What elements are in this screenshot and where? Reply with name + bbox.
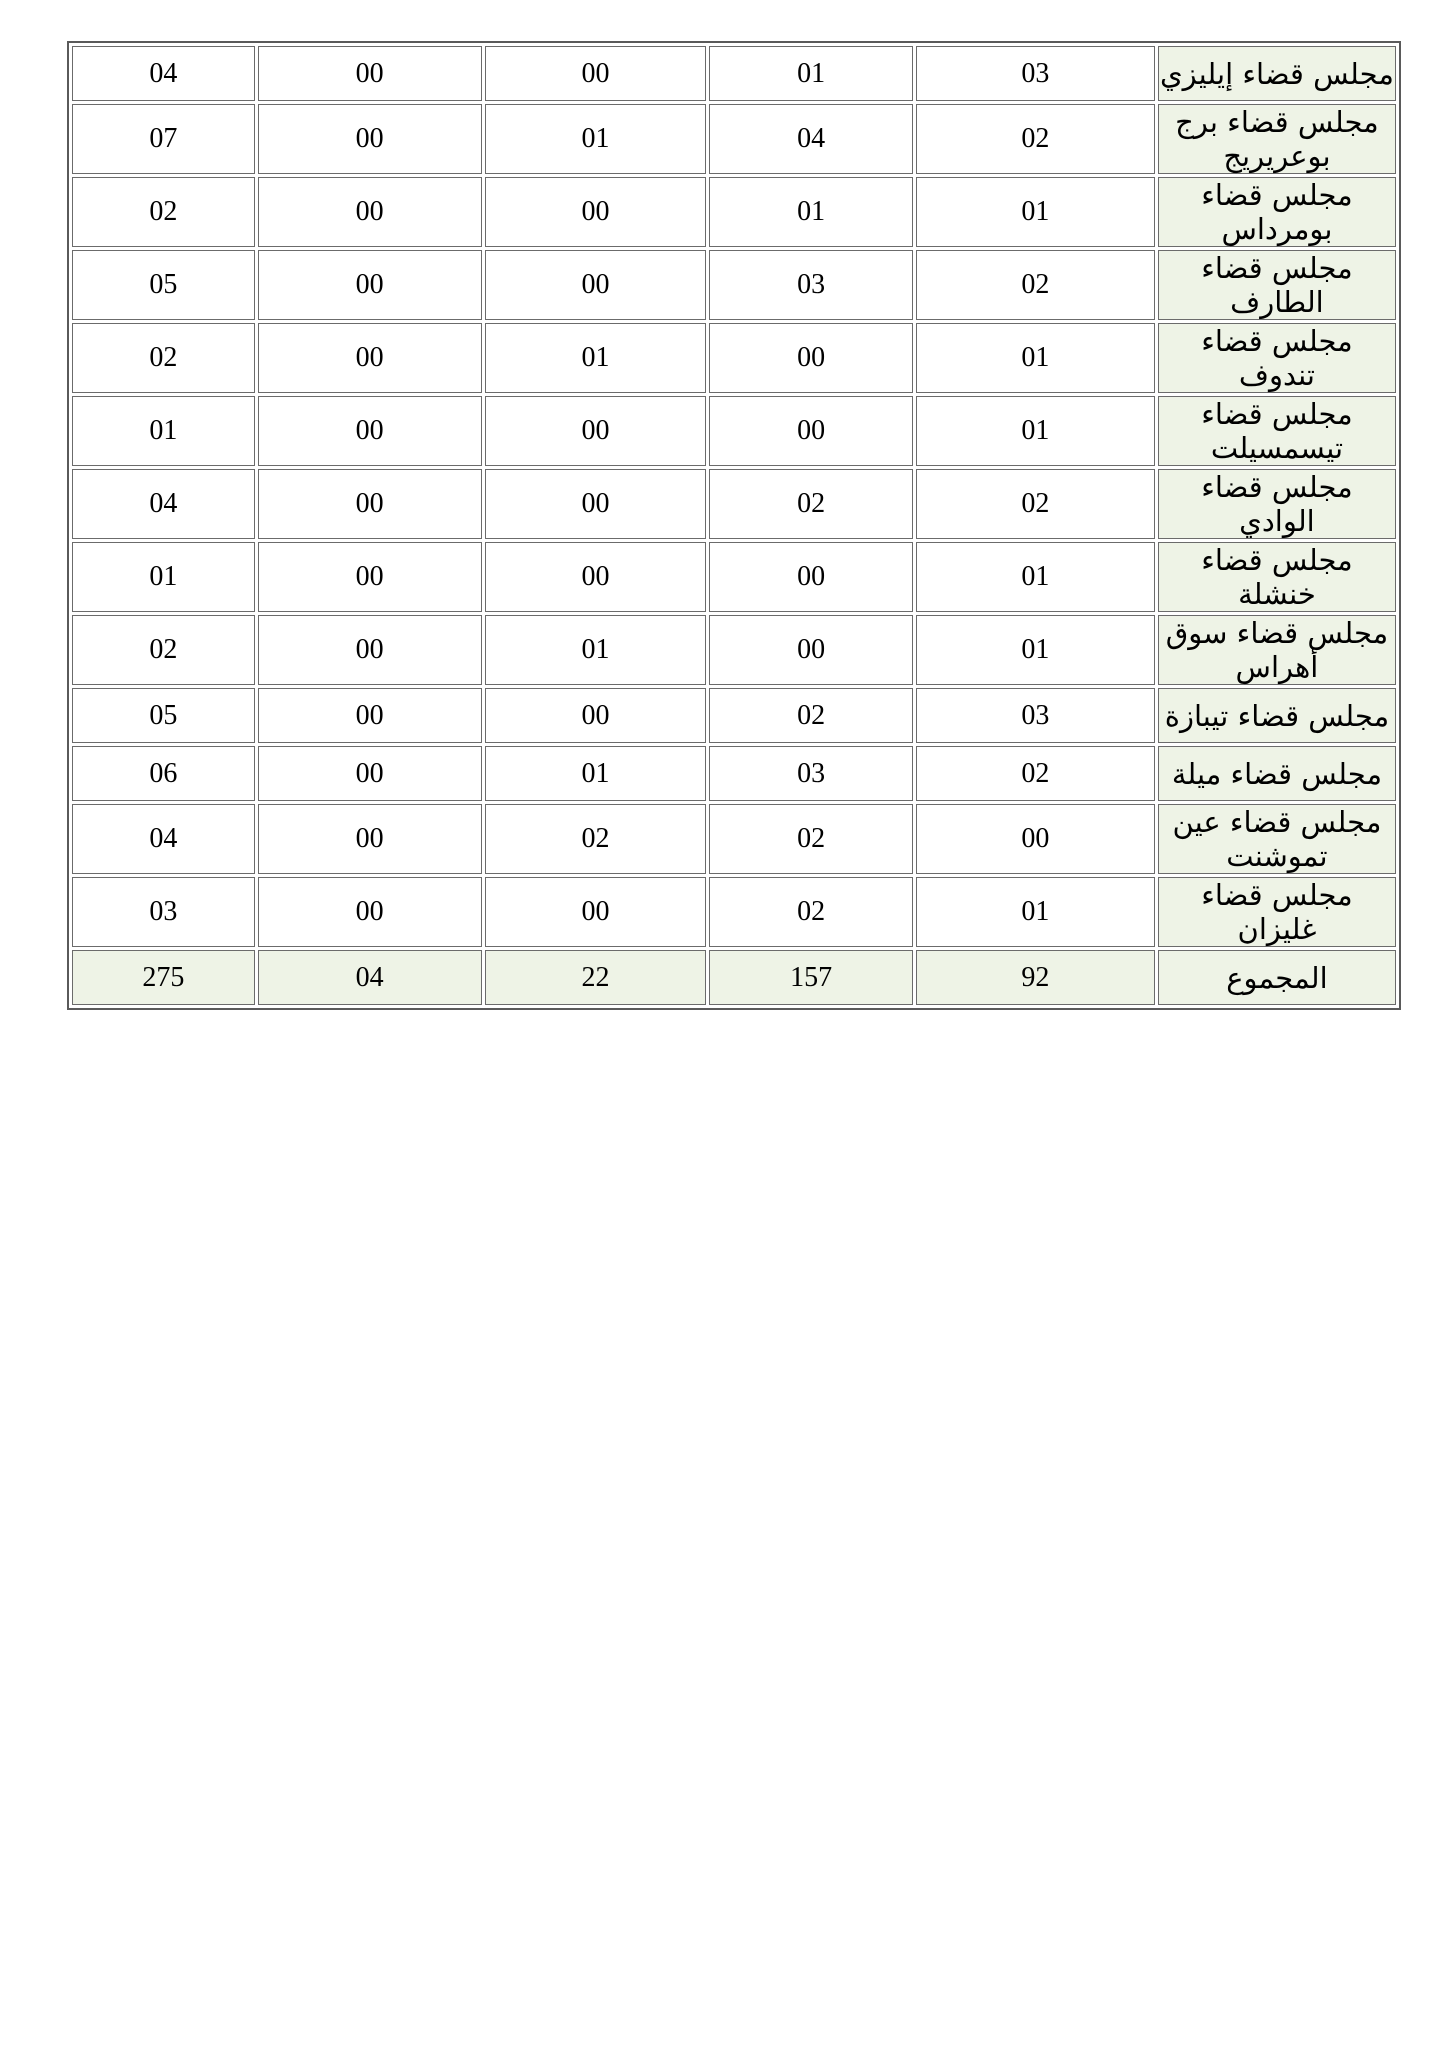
value-cell: 02 <box>916 469 1155 539</box>
value-cell: 00 <box>709 542 912 612</box>
row-total-cell: 06 <box>72 746 255 801</box>
value-cell: 00 <box>709 396 912 466</box>
total-value-cell: 157 <box>709 950 912 1005</box>
court-name-cell: مجلس قضاء برج بوعريريج <box>1158 104 1396 174</box>
value-cell: 00 <box>258 396 482 466</box>
row-total-cell: 02 <box>72 323 255 393</box>
value-cell: 03 <box>709 250 912 320</box>
value-cell: 00 <box>258 877 482 947</box>
table-row <box>72 469 1396 539</box>
statistics-table <box>67 41 1401 1010</box>
value-cell: 00 <box>485 177 707 247</box>
total-label-cell: المجموع <box>1158 950 1396 1005</box>
row-total-cell: 02 <box>72 615 255 685</box>
row-total-cell: 02 <box>72 177 255 247</box>
table-row <box>72 688 1396 743</box>
value-cell: 00 <box>485 46 707 101</box>
value-cell: 02 <box>916 250 1155 320</box>
value-cell: 03 <box>916 46 1155 101</box>
row-total-cell: 04 <box>72 469 255 539</box>
table-row <box>72 250 1396 320</box>
court-name-cell: مجلس قضاء عين تموشنت <box>1158 804 1396 874</box>
court-name-cell: مجلس قضاء الوادي <box>1158 469 1396 539</box>
court-name-cell: مجلس قضاء غليزان <box>1158 877 1396 947</box>
table-row <box>72 177 1396 247</box>
value-cell: 00 <box>258 46 482 101</box>
table-row <box>72 396 1396 466</box>
table-body <box>72 46 1396 1005</box>
value-cell: 01 <box>916 615 1155 685</box>
value-cell: 00 <box>709 323 912 393</box>
value-cell: 00 <box>485 250 707 320</box>
value-cell: 00 <box>258 177 482 247</box>
value-cell: 03 <box>709 746 912 801</box>
value-cell: 00 <box>258 746 482 801</box>
value-cell: 00 <box>258 804 482 874</box>
court-name-cell: مجلس قضاء إيليزي <box>1158 46 1396 101</box>
value-cell: 00 <box>485 877 707 947</box>
court-name-cell: مجلس قضاء الطارف <box>1158 250 1396 320</box>
value-cell: 01 <box>485 104 707 174</box>
row-total-cell: 04 <box>72 46 255 101</box>
court-name-cell: مجلس قضاء سوق أهراس <box>1158 615 1396 685</box>
total-value-cell: 04 <box>258 950 482 1005</box>
value-cell: 02 <box>485 804 707 874</box>
court-name-cell: مجلس قضاء بومرداس <box>1158 177 1396 247</box>
value-cell: 00 <box>258 323 482 393</box>
value-cell: 00 <box>485 542 707 612</box>
value-cell: 02 <box>916 104 1155 174</box>
value-cell: 00 <box>485 396 707 466</box>
value-cell: 00 <box>258 615 482 685</box>
value-cell: 01 <box>709 177 912 247</box>
value-cell: 00 <box>916 804 1155 874</box>
table-row <box>72 804 1396 874</box>
total-row <box>72 950 1396 1005</box>
value-cell: 03 <box>916 688 1155 743</box>
court-name-cell: مجلس قضاء تيسمسيلت <box>1158 396 1396 466</box>
value-cell: 01 <box>916 396 1155 466</box>
value-cell: 01 <box>916 542 1155 612</box>
value-cell: 01 <box>485 615 707 685</box>
row-total-cell: 03 <box>72 877 255 947</box>
value-cell: 00 <box>258 250 482 320</box>
table-row <box>72 104 1396 174</box>
value-cell: 00 <box>258 469 482 539</box>
table-row <box>72 542 1396 612</box>
table-row <box>72 877 1396 947</box>
total-value-cell: 92 <box>916 950 1155 1005</box>
value-cell: 01 <box>916 877 1155 947</box>
value-cell: 01 <box>485 323 707 393</box>
row-total-cell: 05 <box>72 250 255 320</box>
value-cell: 02 <box>709 688 912 743</box>
value-cell: 01 <box>916 177 1155 247</box>
row-total-cell: 04 <box>72 804 255 874</box>
value-cell: 01 <box>709 46 912 101</box>
value-cell: 00 <box>258 104 482 174</box>
row-total-cell: 01 <box>72 542 255 612</box>
value-cell: 00 <box>485 469 707 539</box>
court-name-cell: مجلس قضاء خنشلة <box>1158 542 1396 612</box>
row-total-cell: 01 <box>72 396 255 466</box>
total-value-cell: 22 <box>485 950 707 1005</box>
court-name-cell: مجلس قضاء تيبازة <box>1158 688 1396 743</box>
row-total-cell: 07 <box>72 104 255 174</box>
value-cell: 01 <box>485 746 707 801</box>
table-row <box>72 323 1396 393</box>
value-cell: 02 <box>709 469 912 539</box>
value-cell: 02 <box>709 877 912 947</box>
court-name-cell: مجلس قضاء تندوف <box>1158 323 1396 393</box>
grand-total-cell: 275 <box>72 950 255 1005</box>
value-cell: 00 <box>709 615 912 685</box>
value-cell: 01 <box>916 323 1155 393</box>
table-row <box>72 46 1396 101</box>
value-cell: 00 <box>485 688 707 743</box>
value-cell: 02 <box>916 746 1155 801</box>
table-row <box>72 746 1396 801</box>
court-name-cell: مجلس قضاء ميلة <box>1158 746 1396 801</box>
row-total-cell: 05 <box>72 688 255 743</box>
value-cell: 00 <box>258 542 482 612</box>
value-cell: 04 <box>709 104 912 174</box>
value-cell: 02 <box>709 804 912 874</box>
table-row <box>72 615 1396 685</box>
value-cell: 00 <box>258 688 482 743</box>
